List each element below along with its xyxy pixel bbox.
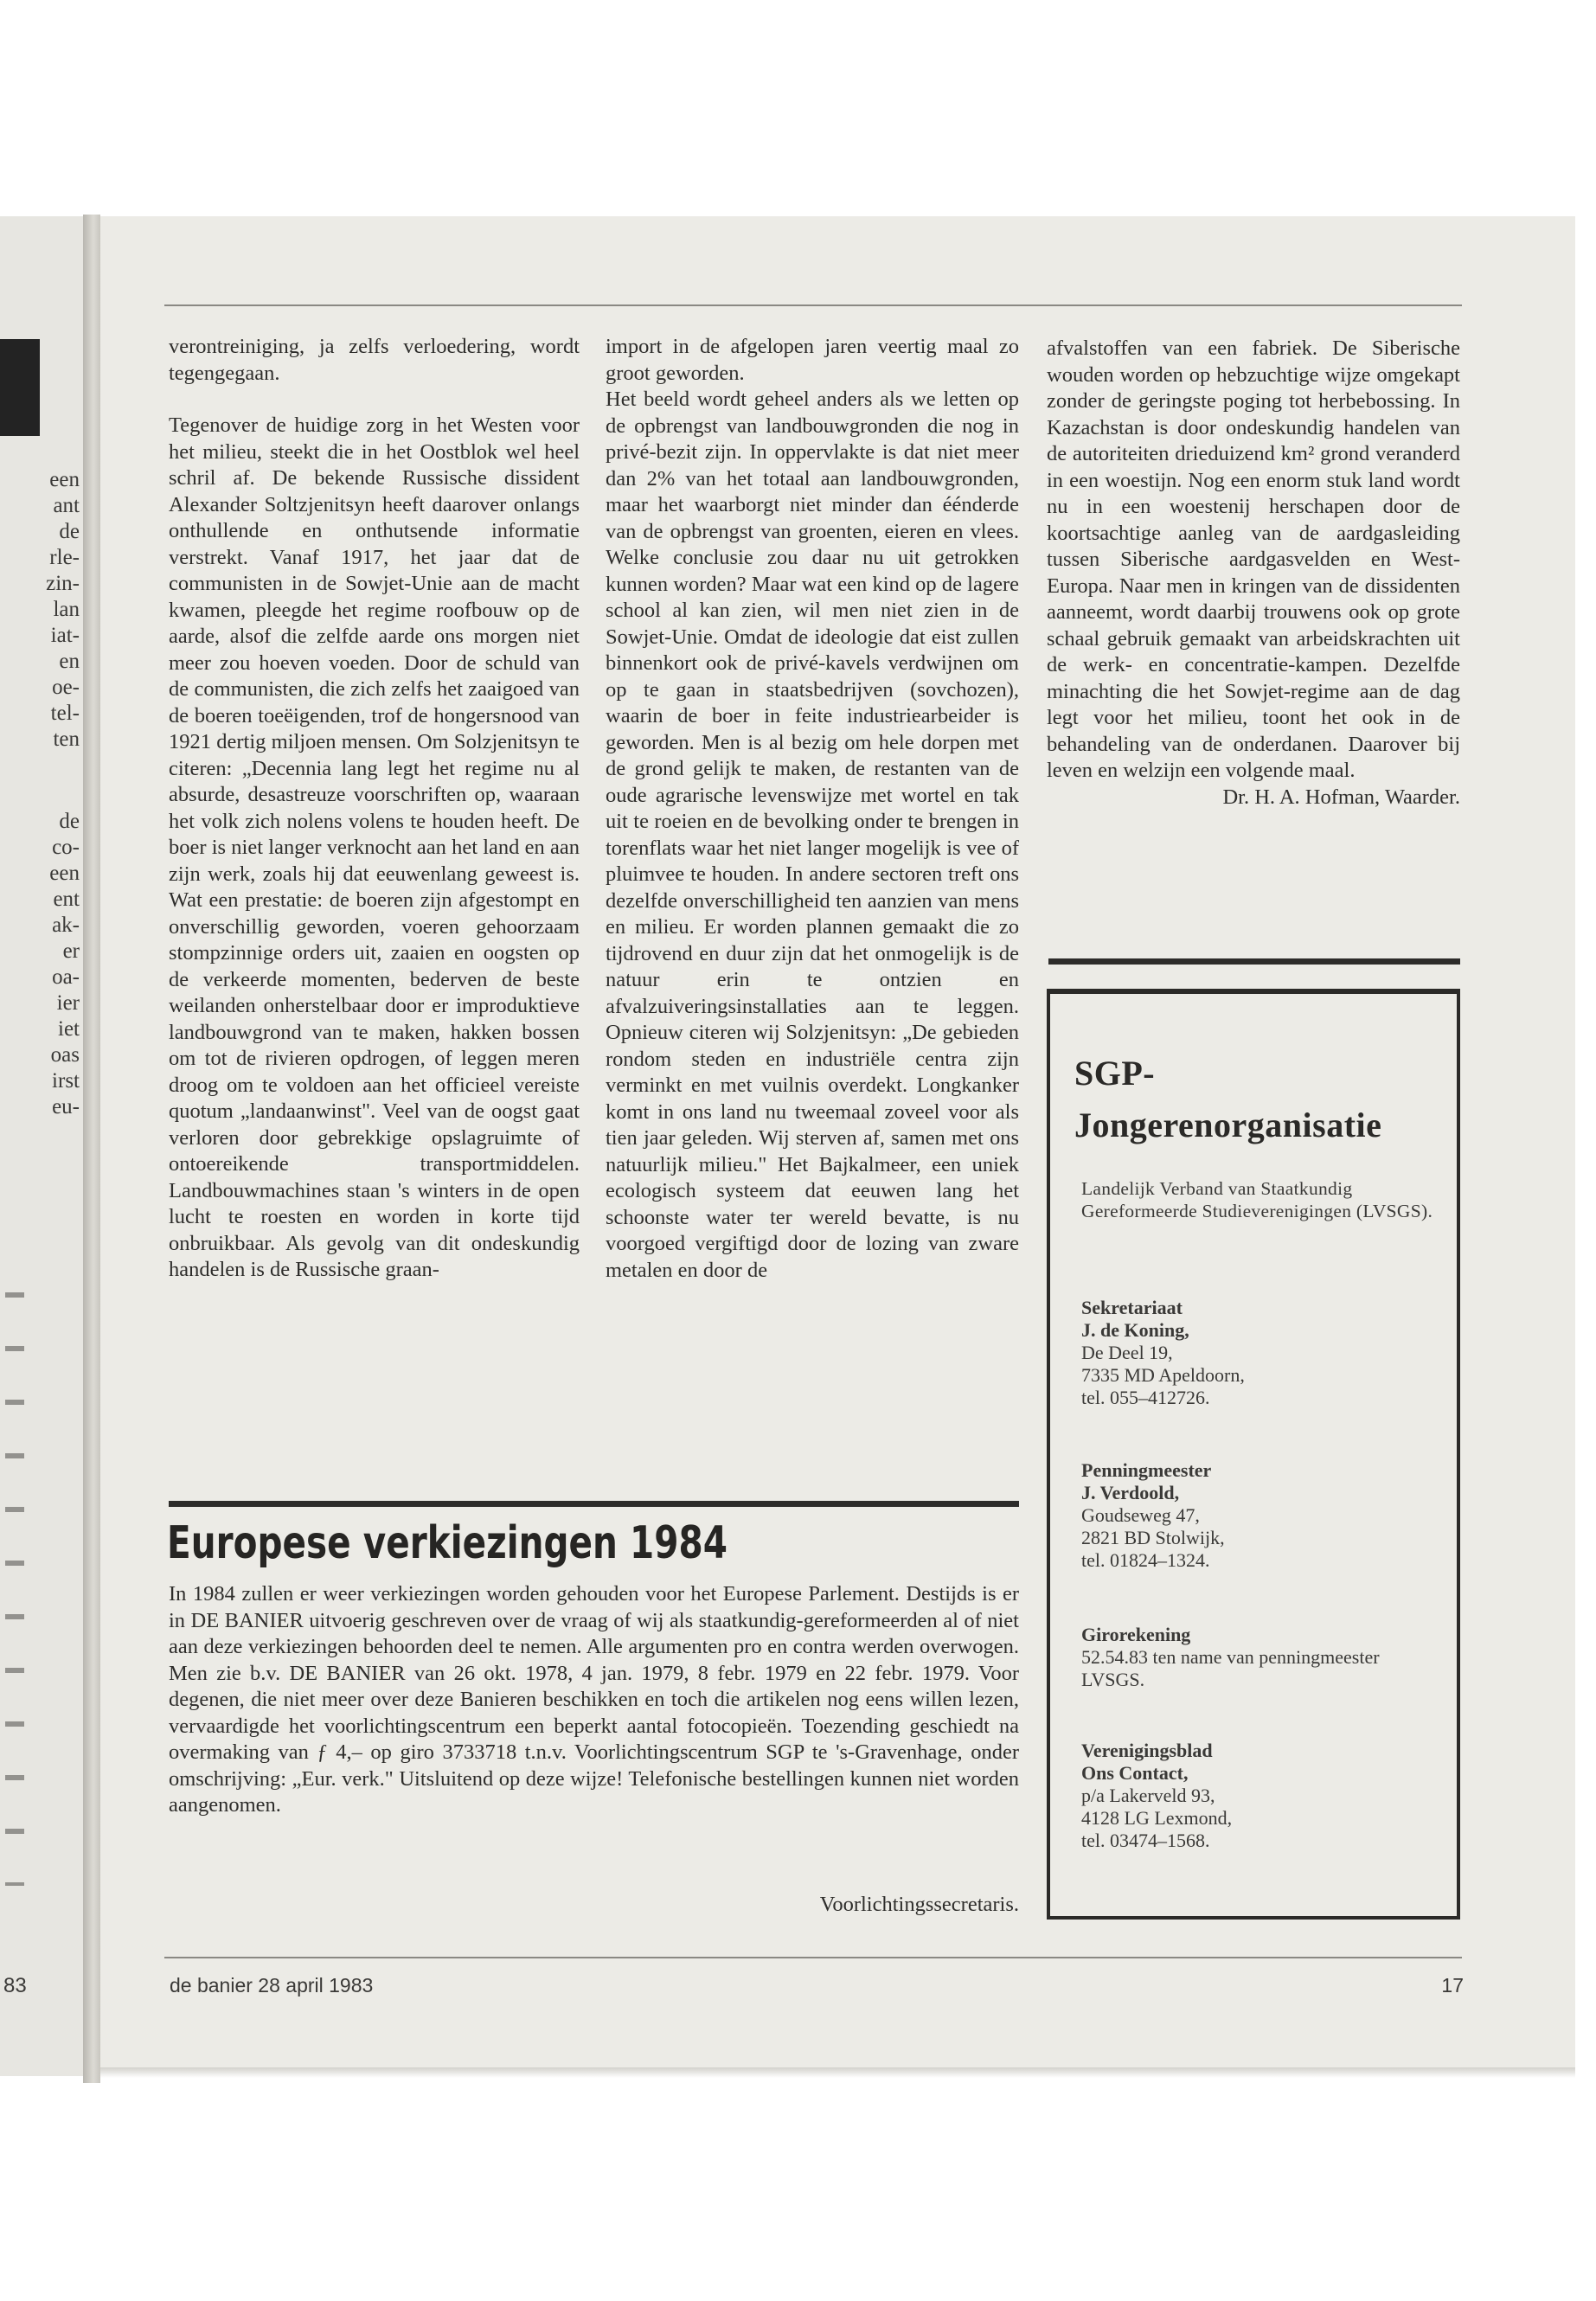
header-rule — [164, 304, 1462, 306]
previous-page-number: 83 — [3, 1974, 27, 1997]
contact-heading: Sekretariaat — [1081, 1297, 1183, 1318]
prev-page-fragment: ten — [53, 727, 80, 751]
contact-line: p/a Lakerveld 93, — [1081, 1785, 1215, 1806]
contact-line: 7335 MD Apeldoorn, — [1081, 1364, 1245, 1386]
prev-page-fragment: ak- — [52, 913, 80, 937]
prev-page-fragment: een — [49, 468, 80, 491]
prev-page-fragment: ent — [53, 888, 80, 911]
contact-line: 52.54.83 ten name van penningmeester LVSGS. — [1081, 1646, 1380, 1690]
contact-line: 4128 LG Lexmond, — [1081, 1807, 1233, 1829]
article-body: In 1984 zullen er weer verkiezingen worden gehouden voor het Europese Parlement. Destijds is er in DE BANIER uitvoerig geschreven over de vraag of wij als staatkundig-gereformeerden al of niet aan deze verkiezingen behoorden deel te nemen. Alle argumenten pro en contra werden overwogen. Men zie b.v. DE BANIER van 26 okt. 1978, 4 jan. 1979, 8 febr. 1979 en 22 febr. 1979. Voor degenen, die niet meer over deze Banieren beschikken en toch die artikelen nog eens willen lezen, vervaardigde het voorlichtingscentrum een beperkt aantal fotocopieën. Toezending geschiedt na overmaking van ƒ 4,– op giro 3733718 t.n.v. Voorlichtingscentrum SGP te 's-Gravenhage, onder omschrijving: „Eur. verk." Uitsluitend op deze wijze! Telefonische bestellingen kunnen niet worden aangenomen. — [169, 1582, 1019, 1817]
org-title-line-1: SGP- — [1074, 1054, 1156, 1093]
article-title: Europese verkiezingen 1984 — [167, 1517, 727, 1569]
contact-line: J. Verdoold, — [1081, 1482, 1180, 1503]
prev-page-fragment: de — [59, 810, 80, 833]
org-subtitle: Landelijk Verband van Staatkundig Gereformeerde Studieverenigingen (LVSGS). — [1081, 1178, 1433, 1221]
prev-page-fragment: lan — [53, 598, 80, 621]
prev-page-fragment: iet — [58, 1017, 80, 1041]
contact-association-magazine — [1081, 1740, 1445, 1852]
prev-page-fragment: ier — [56, 991, 80, 1015]
contact-treasurer — [1081, 1459, 1445, 1572]
contact-line: J. de Koning, — [1081, 1319, 1189, 1341]
prev-page-fragment: oas — [50, 1043, 80, 1067]
contact-line: Ons Contact, — [1081, 1762, 1189, 1784]
contact-line: Goudseweg 47, — [1081, 1504, 1200, 1526]
prev-page-fragment: oe- — [52, 676, 80, 699]
box-top-rule — [1048, 958, 1460, 965]
column-1 — [169, 334, 580, 1284]
prev-page-fragment: eu- — [52, 1095, 80, 1118]
prev-page-fragment: een — [49, 862, 80, 885]
contact-giro-account — [1081, 1624, 1445, 1691]
column-2-paragraph: import in de afgelopen jaren veertig maal zo groot geworden. — [606, 335, 1019, 385]
contact-line: tel. 01824–1324. — [1081, 1549, 1210, 1571]
prev-page-fragment: en — [59, 650, 80, 673]
footer-rule — [164, 1957, 1462, 1958]
prev-page-fragment: de — [59, 520, 80, 543]
contact-line: tel. 055–412726. — [1081, 1387, 1210, 1408]
column-3-paragraph: afvalstoffen van een fabriek. De Siberische wouden worden op hebzuchtige wijze omgekapt zonder de geringste poging tot herbebossing. In Kazachstan is door ondeskundig handelen van de autoriteiten drieduizend km² grond veranderd in een woestijn. Nog een enorm stuk land wordt nu in een woestenij herschapen door de koortsachtige aanleg van de aardgasleiding tussen Siberische aardgasvelden en West-Europa. Naar men in kringen van de dissidenten aanneemt, wordt daarbij trouwens ook op grote schaal gebruik gemaakt van arbeidskrachten uit de werk- en concentratie-kampen. Dezelfde minachting die het Sowjet-regime aan de dag legt voor het milieu, toont het ook in de behandeling van de onderdanen. Daarover bij leven en welzijn een volgende maal. — [1047, 336, 1460, 782]
column-3 — [1047, 336, 1460, 811]
author-signature: Dr. H. A. Hofman, Waarder. — [1222, 785, 1460, 809]
sgp-info-box — [1047, 989, 1460, 1920]
article-signature: Voorlichtingssecretaris. — [819, 1893, 1019, 1916]
article-top-rule — [169, 1501, 1019, 1507]
prev-page-fragment: co- — [52, 836, 80, 859]
column-2 — [606, 334, 1019, 1284]
prev-page-fragment: rle- — [49, 546, 80, 569]
prev-page-fragment: ant — [53, 494, 80, 517]
prev-page-fragment: oa- — [52, 965, 80, 989]
prev-page-fragment: er — [62, 939, 80, 963]
prev-page-fragment: zin- — [46, 572, 80, 595]
org-title-line-2: Jongerenorganisatie — [1074, 1106, 1382, 1144]
contact-heading: Girorekening — [1081, 1624, 1191, 1645]
contact-secretariat — [1081, 1297, 1445, 1409]
contact-heading: Penningmeester — [1081, 1459, 1212, 1481]
contact-line: De Deel 19, — [1081, 1342, 1173, 1363]
prev-page-fragment: iat- — [50, 624, 80, 647]
org-title — [1074, 1048, 1455, 1151]
contact-heading: Verenigingsblad — [1081, 1740, 1213, 1761]
footer-page-number: 17 — [1441, 1974, 1464, 1997]
column-2-paragraph: Het beeld wordt geheel anders als we letten op de opbrengst van landbouwgronden die nog in privé-bezit zijn. In oppervlakte is dat niet meer dan 2% van het totaal aan landbouwgronden, maar het waarborgt niet minder dan éénderde van de opbrengst van groenten, eieren en vlees. Welke conclusie zou daar nu uit getrokken kunnen worden? Maar wat een kind op de lagere school al kan zien, wil men niet zien in de Sowjet-Unie. Omdat de ideologie dat eist zullen binnenkort ook de privé-kavels verdwijnen om op te gaan in staatsbedrijven (sovchozen), waarin de boer in feite industriearbeider is geworden. Men is al bezig om hele dorpen met de grond gelijk te maken, de restanten van de oude agrarische levenswijze met wortel en tak uit te roeien en de bevolking onder te brengen in torenflats waar het niet langer mogelijk is vee of pluimvee te houden. In andere sectoren treft ons dezelfde onverschilligheid ten aanzien van mens en milieu. Er worden plannen gemaakt die zo tijdrovend en duur zijn dat het onmogelijk is de natuur erin te ontzien en afvalzuiveringsinstallaties aan te leggen. Opnieuw citeren wij Solzjenitsyn: „De gebieden rondom steden en industriële centra zijn verminkt en met vuilnis overdekt. Longkanker komt in ons land nu tweemaal zoveel voor als tien jaar geleden. Wij sterven af, samen met ons natuurlijk milieu." Het Bajkalmeer, een uniek ecologisch systeem dat eeuwen lang het schoonste water ter wereld bevatte, is nu voorgoed vergiftigd door de lozing van zware metalen en door de — [606, 388, 1019, 1282]
column-1-paragraph: Tegenover de huidige zorg in het Westen voor het milieu, steekt die in het Oostblok wel heel schril af. De bekende Russische dissident Alexander Soltzjenitsyn heeft daarover onlangs onthullende en onthutsende informatie verstrekt. Vanaf 1917, het jaar dat de communisten in de Sowjet-Unie aan de macht kwamen, pleegde het regime roofbouw op de aarde, alsof die zelfde aarde ons morgen niet meer zou hoeven voeden. Door de schuld van de communisten, die zich zelfs het zaaigoed van de boeren toeëigenden, trof de hongersnood van 1921 dertig miljoen mensen. Om Solzjenitsyn te citeren: „Decennia lang legt het regime nu al absurde, desastreuze voorschriften op, waaraan het volk zich nolens volens te houden heeft. De boer is niet langer verknocht aan het land en aan zijn werk, zoals hij dat eeuwenlang geweest is. Wat een prestatie: de boeren zijn afgestompt en onverschillig geworden, voeren gehoorzaam stompzinnige orders uit, zaaien en oogsten op de verkeerde momenten, bederven de beste weilanden onherstelbaar door er improduktieve landbouwgrond van te maken, hakken bossen om tot de rivieren opdrogen, of leggen meren droog om te voldoen aan het officieel vereiste quotum „landaanwinst". Veel van de oogst gaat verloren door gebrekkige opslagruimte of ontoereikende transportmiddelen. Landbouwmachines staan 's winters in de open lucht te roesten en worden in korte tijd onbruikbaar. Als gevolg van dit ondeskundig handelen is de Russische graan- — [169, 413, 580, 1281]
binding-spine — [83, 215, 100, 2083]
previous-page-dark-block — [0, 339, 40, 436]
footer-publication-date: de banier 28 april 1983 — [170, 1974, 374, 1997]
contact-line: tel. 03474–1568. — [1081, 1830, 1210, 1851]
column-1-paragraph: verontreiniging, ja zelfs verloedering, wordt tegengegaan. — [169, 335, 580, 385]
prev-page-fragment: tel- — [50, 702, 80, 725]
page-shadow — [83, 2067, 1575, 2078]
prev-page-fragment: irst — [52, 1069, 80, 1093]
previous-page-edge-marks — [5, 1263, 24, 1886]
contact-line: 2821 BD Stolwijk, — [1081, 1527, 1225, 1548]
